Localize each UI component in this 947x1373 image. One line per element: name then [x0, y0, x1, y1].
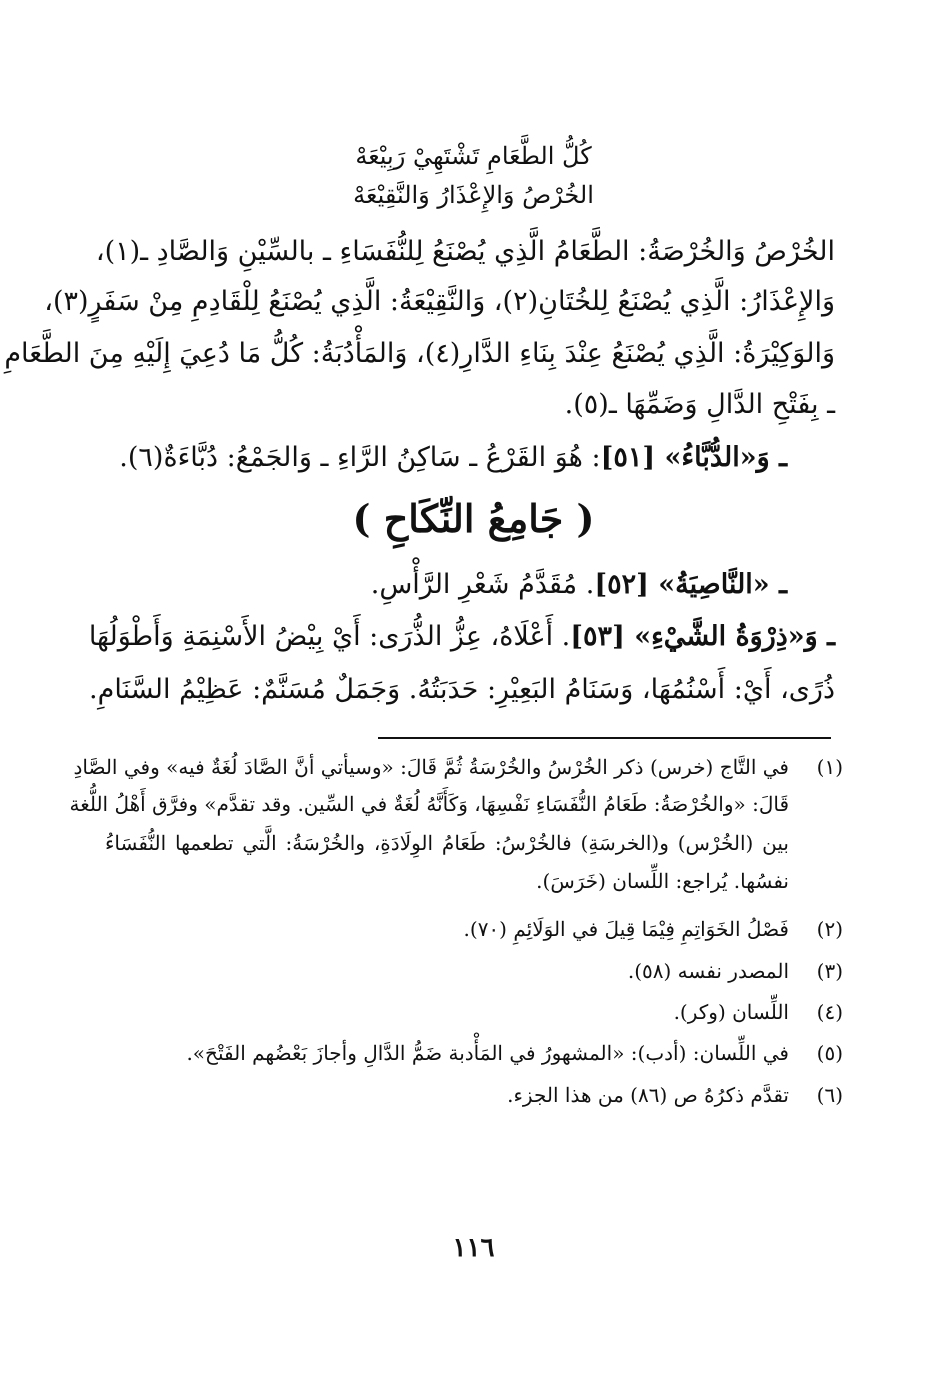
body-line-1: الخُرْصُ وَالخُرْصَةُ: الطَّعَامُ الَّذِي يُصْنَعُ لِلنُّفَسَاءِ ـ بالسِّيْنِ وَالصَّادِ ـ(١)،: [95, 236, 835, 267]
footnote-1-line-4: نفسُها. يُراجع: اللِّسان (خَرَسَ).: [536, 869, 789, 893]
entry-51-head: ـ وَ«الدُّبَّاءُ» [٥١]: [600, 442, 787, 473]
verse-line-1: كُلُّ الطَّعَامِ تَشْتَهِيْ رَبِيْعَهْ: [355, 142, 592, 170]
entry-53: [88, 617, 835, 657]
footnote-6-line-1: تقدَّم ذكرُهُ ص (٨٦) من هذا الجزء.: [507, 1083, 789, 1107]
footnote-3-line-1: المصدر نفسه (٥٨).: [627, 959, 789, 983]
footnote-divider: [378, 737, 831, 739]
page-number: ١١٦: [452, 1233, 495, 1263]
footnote-number-1: (١): [816, 755, 843, 779]
footnote-number-2: (٢): [816, 917, 843, 941]
entry-51-text: : هُوَ القَرْعُ ـ سَاكِنُ الرَّاءِ ـ وَالجَمْعُ: دُبَّاءَةٌ(٦).: [119, 442, 601, 473]
section-heading: ( جَامِعُ النِّكَاحِ ): [352, 496, 595, 541]
footnote-number-4: (٤): [816, 1000, 843, 1024]
footnote-number-3: (٣): [816, 959, 843, 983]
footnote-1-line-2: قَالَ: «والخُرْصَةُ: طَعَامُ النُّفَسَاءِ نَفْسِهَا، وَكَأَنَّهُ لُغَةٌ في السِّين. وقد تقدَّم» وفرَّق أَهْلُ اللُّغة: [69, 792, 789, 816]
entry-53-head: ـ وَ«ذِرْوَةُ الشَّيْءِ» [٥٣]: [570, 621, 835, 652]
footnote-number-5: (٥): [816, 1041, 843, 1065]
footnote-number-6: (٦): [816, 1083, 843, 1107]
body-line-2: وَالإِعْذَارُ: الَّذِي يُصْنَعُ لِلخُتَانِ(٢)، وَالنَّقِيْعَةُ: الَّذِي يُصْنَعُ لِلْقَادِمِ مِنْ سَفَرٍ(٣)،: [44, 286, 835, 317]
entry-51: [107, 438, 787, 478]
entry-52: [107, 565, 787, 605]
entry-52-head: ـ «النَّاصِيَةُ» [٥٢]: [594, 569, 787, 600]
entry-52-text: . مُقَدَّمُ شَعْرِ الرَّأْسِ.: [370, 569, 595, 600]
verse-line-2: الخُرْصُ وَالإِعْذَارُ وَالنَّقِيْعَهْ: [353, 181, 594, 209]
footnote-1-line-3: بين (الخُرْس) و(الخرسَةِ) فالخُرْسُ: طَعَامُ الوِلَادَةِ، والخُرْسَةُ: الَّتي تطعمها النُّفَسَاءُ: [105, 831, 789, 855]
footnote-1-line-1: في التَّاج (خرس) ذكر الخُرْسُ والخُرْسَةُ ثُمَّ قَالَ: «وسيأتي أنَّ الصَّادَ لُغَةٌ فيه» وفي الصَّادِ: [73, 755, 789, 779]
footnote-4-line-1: اللِّسان (وكر).: [673, 1000, 789, 1024]
entry-53-line-2: ذُرًى، أَيْ: أَسْنُمُهَا، وَسَنَامُ البَعِيْرِ: حَدَبَتُهُ. وَجَمَلٌ مُسَنَّمٌ: عَظِيْمُ السَّنَامِ.: [89, 674, 835, 705]
footnote-2-line-1: فَصْلُ الخَوَاتِمِ فِيْمَا قِيلَ في الوَلَائِمِ (٧٠).: [463, 917, 789, 941]
footnote-5-line-1: في اللِّسان: (أدب): «المشهورُ في المَأْدبة ضَمُّ الدَّالِ وأجازَ بَعْضُهم الفَتْحَ».: [186, 1041, 789, 1065]
entry-53-text: . أَعْلَاهُ، عِزُّ الذُّرَى: أَيْ بِيْضُ الأَسْنِمَةِ وَأَطْوَلُهَا: [88, 621, 571, 652]
body-line-3: وَالوَكِيْرَةُ: الَّذِي يُصْنَعُ عِنْدَ بِنَاءِ الدَّارِ(٤)، وَالمَأْدُبَةُ: كُلُّ مَا دُعِيَ إِلَيْهِ مِنَ الطَّعَامِ: [4, 338, 835, 369]
body-line-4: ـ بِفَتْحِ الدَّالِ وَضَمِّهَا ـ(٥).: [564, 389, 835, 420]
